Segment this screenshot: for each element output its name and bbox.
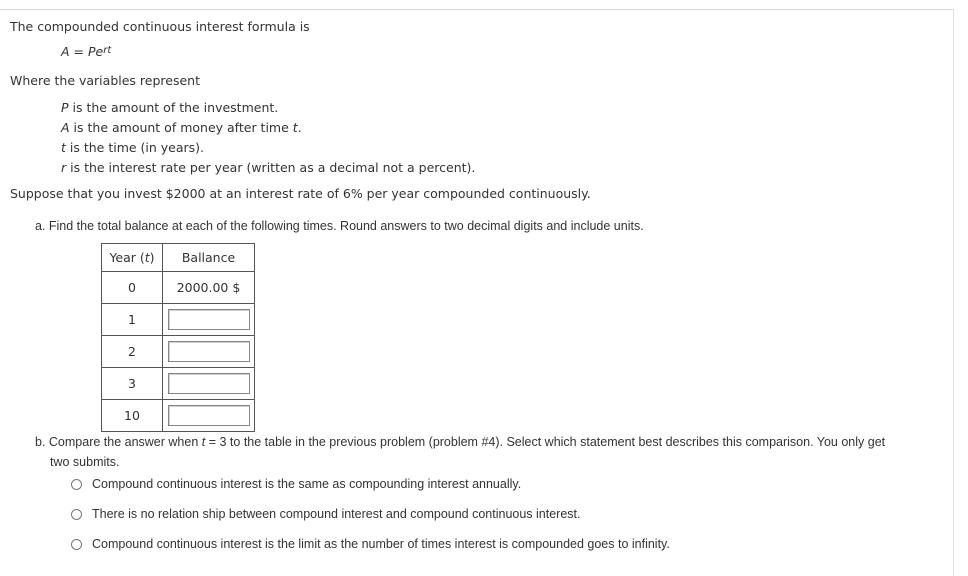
year-cell: 10 xyxy=(102,400,163,432)
right-divider xyxy=(953,9,954,576)
variable-text-end: . xyxy=(297,120,302,135)
year-cell: 2 xyxy=(102,336,163,368)
variable-r xyxy=(61,160,475,175)
balance-table xyxy=(101,243,255,432)
table-row xyxy=(102,400,255,432)
balance-cell xyxy=(163,400,255,432)
variables-intro: Where the variables represent xyxy=(10,73,200,88)
variable-symbol: r xyxy=(61,160,67,175)
option-limit-infinity[interactable] xyxy=(71,537,670,551)
formula-equals: = xyxy=(69,44,88,59)
part-b-prompt-line2: two submits. xyxy=(50,455,120,469)
variable-symbol: P xyxy=(61,100,69,115)
formula-exponent: rt xyxy=(103,45,112,56)
top-divider xyxy=(0,9,953,10)
balance-cell xyxy=(163,336,255,368)
formula-base: Pe xyxy=(87,44,104,59)
radio-button[interactable] xyxy=(71,539,82,550)
balance-cell: 2000.00 $ xyxy=(163,272,255,304)
balance-input-year-3[interactable] xyxy=(168,373,250,394)
variable-symbol-inline: t xyxy=(292,120,298,135)
variable-symbol: A xyxy=(61,120,70,135)
variable-a xyxy=(61,120,302,135)
part-b-prompt-start: b. Compare the answer when xyxy=(35,435,202,449)
radio-button[interactable] xyxy=(71,509,82,520)
formula-intro: The compounded continuous interest formula is xyxy=(10,19,310,34)
option-no-relation[interactable] xyxy=(71,507,581,521)
option-same-as-annual[interactable] xyxy=(71,477,521,491)
scenario-text: Suppose that you invest $2000 at an interest rate of 6% per year compounded continuously. xyxy=(10,186,591,201)
year-cell: 1 xyxy=(102,304,163,336)
table-row xyxy=(102,336,255,368)
radio-button[interactable] xyxy=(71,479,82,490)
option-label: Compound continuous interest is the same as compounding interest annually. xyxy=(92,477,522,491)
table-row xyxy=(102,272,255,304)
part-a-prompt: a. Find the total balance at each of the following times. Round answers to two decimal digits and include units. xyxy=(35,219,644,233)
year-cell: 3 xyxy=(102,368,163,400)
variable-t xyxy=(61,140,204,155)
variable-text: is the interest rate per year (written as a decimal not a percent). xyxy=(66,160,476,175)
header-balance: Ballance xyxy=(163,244,255,272)
variable-text: is the time (in years). xyxy=(65,140,205,155)
header-year: Year (t) xyxy=(102,244,163,272)
option-label: Compound continuous interest is the limit as the number of times interest is compounded goes to infinity. xyxy=(92,537,670,551)
table-row xyxy=(102,304,255,336)
variable-text: is the amount of the investment. xyxy=(68,100,279,115)
year-cell: 0 xyxy=(102,272,163,304)
part-b-prompt xyxy=(35,435,885,449)
part-b-prompt-var: t xyxy=(201,435,206,449)
formula xyxy=(61,44,111,59)
table-header-row xyxy=(102,244,255,272)
table-row xyxy=(102,368,255,400)
variable-symbol: t xyxy=(61,140,66,155)
balance-input-year-10[interactable] xyxy=(168,405,250,426)
variable-p xyxy=(61,100,278,115)
balance-cell xyxy=(163,368,255,400)
part-b-prompt-end: = 3 to the table in the previous problem (problem #4). Select which statement best describes this comparison. You only get xyxy=(205,435,886,449)
formula-lhs: A xyxy=(61,44,70,59)
balance-cell xyxy=(163,304,255,336)
option-label: There is no relation ship between compound interest and compound continuous interest. xyxy=(92,507,581,521)
balance-input-year-1[interactable] xyxy=(168,309,250,330)
balance-input-year-2[interactable] xyxy=(168,341,250,362)
variable-text: is the amount of money after time xyxy=(69,120,293,135)
